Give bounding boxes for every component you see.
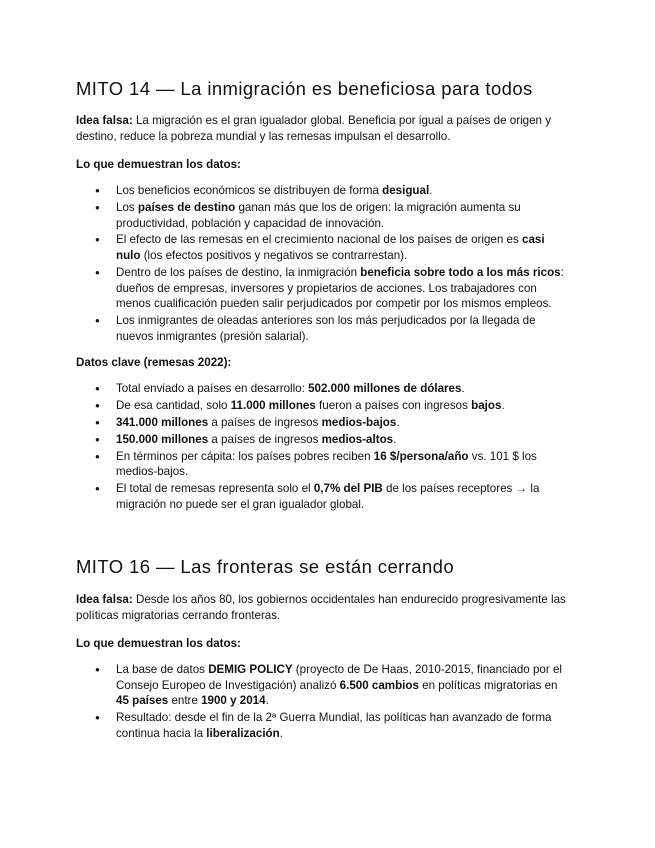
list-item: ● Resultado: desde el fin de la 2ª Guerra Mundial, las políticas han avanzado de forma continua hacia la liberalización. [76, 710, 566, 741]
bold-text: 150.000 millones [116, 432, 209, 446]
mito14-clave-list [76, 381, 566, 514]
bold-text: liberalización [206, 727, 280, 740]
bold-text: 45 países [116, 694, 169, 708]
list-item: ● Los inmigrantes de oleadas anteriores son los más perjudicados por la llegada de nuevos inmigrantes (presión salarial). [76, 313, 566, 344]
mito14-idea-falsa [76, 113, 581, 145]
bold-text: 16 $/persona/año [373, 449, 469, 463]
mito14-clave-label: Datos clave (remesas 2022): [76, 356, 232, 369]
list-item: ● 341.000 millones a países de ingresos medios-bajos. [76, 415, 566, 431]
idea-falsa-label: Idea falsa: [76, 114, 133, 127]
idea-falsa-text: La migración es el gran igualador global. Beneficia por igual a países de origen y destino, reduce la pobreza mundial y las remesas impulsan el desarrollo. [76, 114, 552, 143]
bold-text: 6.500 cambios [339, 678, 419, 692]
idea-falsa-text: Desde los años 80, los gobiernos occidentales han endurecido progresivamente las políticas migratorias cerrando fronteras. [76, 593, 566, 622]
bold-text: desigual [382, 184, 430, 197]
bold-text: medios-bajos [321, 415, 397, 429]
list-item: ● Total enviado a países en desarrollo: 502.000 millones de dólares. [76, 381, 566, 397]
list-item: ● El total de remesas representa solo el 0,7% del PIB de los países receptores → la migración no puede ser el gran igualador global. [76, 481, 566, 512]
mito14-datos-label: Lo que demuestran los datos: [76, 158, 241, 171]
list-item: ● El efecto de las remesas en el crecimiento nacional de los países de origen es casi nulo (los efectos positivos y negativos se contrarrestan). [76, 232, 566, 263]
mito16-datos-label: Lo que demuestran los datos: [76, 637, 241, 650]
bold-text: 341.000 millones [116, 415, 209, 429]
idea-falsa-label: Idea falsa: [76, 593, 133, 606]
list-item: ● De esa cantidad, solo 11.000 millones fueron a países con ingresos bajos. [76, 398, 566, 414]
bold-text: 502.000 millones de dólares [308, 382, 462, 395]
mito14-heading: MITO 14 — La inmigración es beneficiosa para todos [76, 78, 533, 99]
mito14-datos-list [76, 183, 566, 346]
mito16-idea-falsa [76, 592, 581, 624]
list-item: ● Dentro de los países de destino, la inmigración beneficia sobre todo a los más ricos: dueños de empresas, inversores y propietarios de acciones. Los trabajadores con menos cualificación pueden salir perjudicados por competir por los mismos empleos. [76, 265, 566, 312]
mito16-datos-list [76, 662, 566, 743]
bold-text: 0,7% del PIB [313, 482, 383, 496]
list-item: ● Los beneficios económicos se distribuyen de forma desigual. [76, 183, 566, 199]
list-item: ● 150.000 millones a países de ingresos medios-altos. [76, 432, 566, 448]
list-item: ● La base de datos DEMIG POLICY (proyecto de De Haas, 2010-2015, financiado por el Consejo Europeo de Investigación) analizó 6.500 cambios en políticas migratorias en 45 países entre 1900 y 2014. [76, 662, 566, 709]
bold-text: países de destino [137, 200, 236, 214]
bold-text: DEMIG POLICY [208, 663, 293, 676]
bold-text: bajos [471, 398, 502, 412]
mito16-heading: MITO 16 — Las fronteras se están cerrando [76, 556, 455, 577]
bold-text: 1900 y 2014 [201, 694, 266, 708]
bold-text: 11.000 millones [230, 398, 316, 412]
bold-text: casi nulo [116, 233, 545, 263]
list-item: ● Los países de destino ganan más que los de origen: la migración aumenta su productividad, población y capacidad de innovación. [76, 200, 566, 231]
bold-text: beneficia sobre todo a los más ricos [360, 266, 561, 280]
list-item: ● En términos per cápita: los países pobres reciben 16 $/persona/año vs. 101 $ los medios-bajos. [76, 449, 566, 480]
bold-text: medios-altos [321, 432, 394, 446]
